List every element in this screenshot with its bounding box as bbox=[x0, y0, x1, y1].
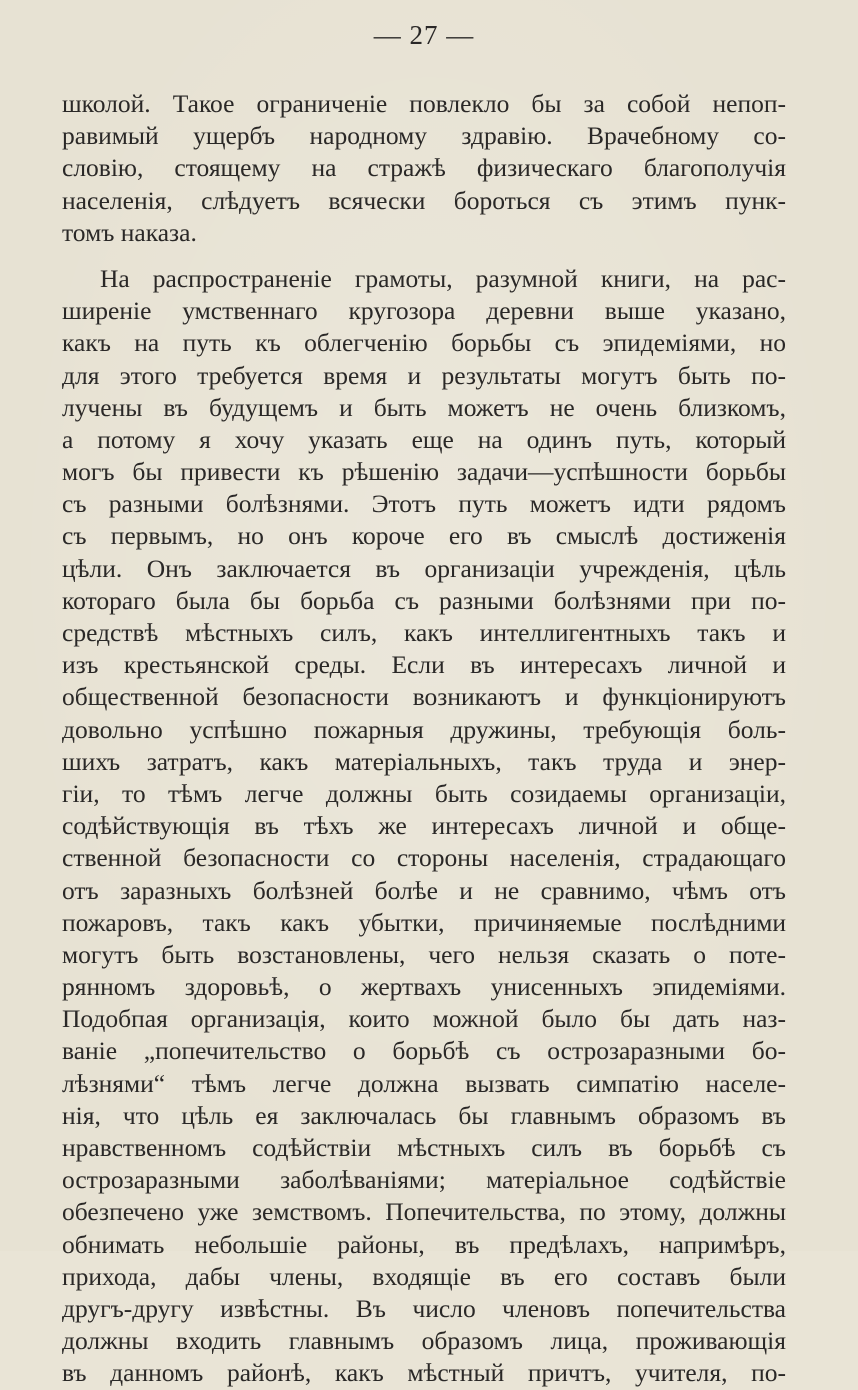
text-line: а потому я хочу указать еще на одинъ путь, который bbox=[62, 424, 786, 454]
text-line: должны входить главнымъ образомъ лица, проживающія bbox=[62, 1326, 786, 1356]
text-line: лѣзнями“ тѣмъ легче должна вызвать симпатію населе- bbox=[62, 1068, 786, 1098]
text-line: въ данномъ районѣ, какъ мѣстный причтъ, учителя, по- bbox=[62, 1358, 786, 1388]
text-line: обезпечено уже земствомъ. Попечительства, по этому, должны bbox=[62, 1197, 786, 1227]
text-line: съ разными болѣзнями. Этотъ путь можетъ идти рядомъ bbox=[62, 489, 786, 519]
text-line: для этого требуется время и результаты могутъ быть по- bbox=[62, 360, 786, 390]
text-line: острозаразными заболѣваніями; матеріальное содѣйствіе bbox=[62, 1165, 786, 1195]
text-line: средствѣ мѣстныхъ силъ, какъ интеллигентныхъ такъ и bbox=[62, 618, 786, 647]
text-line: томъ наказа. bbox=[62, 217, 197, 247]
text-line: ваніе „попечительство о борьбѣ съ острозаразными бо- bbox=[62, 1036, 786, 1066]
text-line: изъ крестьянской среды. Если въ интересахъ личной и bbox=[62, 650, 786, 680]
page-number: — 27 — bbox=[373, 20, 475, 50]
text-line: общественной безопасности возникаютъ и функціонируютъ bbox=[62, 682, 786, 712]
text-line: гіи, то тѣмъ легче должны быть созидаемы организаціи, bbox=[62, 778, 786, 808]
text-line: съ первымъ, но онъ короче его въ смыслѣ достиженія bbox=[62, 521, 786, 551]
text-line: какъ на путь къ облегченію борьбы съ эпидеміями, но bbox=[62, 328, 786, 358]
paragraph-2 bbox=[62, 263, 786, 1390]
text-line: рянномъ здоровьѣ, о жертвахъ унисенныхъ эпидеміями. bbox=[62, 972, 786, 1002]
text-line: ширеніе умственнаго кругозора деревни выше указано, bbox=[62, 296, 786, 326]
text-line: могъ бы привести къ рѣшенію задачи—успѣшности борьбы bbox=[62, 457, 786, 487]
paragraph-1 bbox=[62, 88, 786, 249]
paragraph-gap bbox=[62, 249, 786, 263]
text-line: пожаровъ, такъ какъ убытки, причиняемые послѣдними bbox=[62, 907, 786, 937]
text-line: цѣли. Онъ заключается въ организаціи учрежденія, цѣль bbox=[62, 553, 786, 583]
text-line: обнимать небольшіе районы, въ предѣлахъ, напримѣръ, bbox=[62, 1229, 786, 1259]
text-line: нравственномъ содѣйствіи мѣстныхъ силъ въ борьбѣ съ bbox=[62, 1133, 786, 1162]
text-line: Подобпая организація, които можной было бы дать наз- bbox=[62, 1004, 786, 1034]
text-line: прихода, дабы члены, входящіе въ его составъ были bbox=[62, 1261, 786, 1291]
text-line: нія, что цѣль ея заключалась бы главнымъ образомъ въ bbox=[62, 1100, 786, 1130]
text-line: словію, стоящему на стражѣ физическаго благополучія bbox=[62, 153, 786, 183]
text-line: могутъ быть возстановлены, чего нельзя сказать о поте- bbox=[62, 939, 786, 969]
text-line: равимый ущербъ народному здравію. Врачебному со- bbox=[62, 121, 786, 151]
text-line: лучены въ будущемъ и быть можетъ не очень близкомъ, bbox=[62, 392, 786, 422]
text-line: школой. Такое ограниченіе повлекло бы за собой непоп- bbox=[62, 89, 786, 118]
text-line: отъ заразныхъ болѣзней болѣе и не сравнимо, чѣмъ отъ bbox=[62, 875, 786, 905]
text-line: другъ-другу извѣстны. Въ число членовъ попечительства bbox=[62, 1293, 786, 1323]
text-line: ственной безопасности со стороны населенія, страдающаго bbox=[62, 843, 786, 873]
text-line: шихъ затратъ, какъ матеріальныхъ, такъ труда и энер- bbox=[62, 746, 786, 776]
text-line: содѣйствующія въ тѣхъ же интересахъ личной и обще- bbox=[62, 811, 786, 841]
text-line: котораго была бы борьба съ разными болѣзнями при по- bbox=[62, 585, 786, 615]
text-line: населенія, слѣдуетъ всячески бороться съ этимъ пунк- bbox=[62, 185, 786, 215]
text-line: На распространеніе грамоты, разумной книги, на рас- bbox=[100, 263, 786, 293]
text-line: довольно успѣшно пожарныя дружины, требующія боль- bbox=[62, 714, 786, 744]
